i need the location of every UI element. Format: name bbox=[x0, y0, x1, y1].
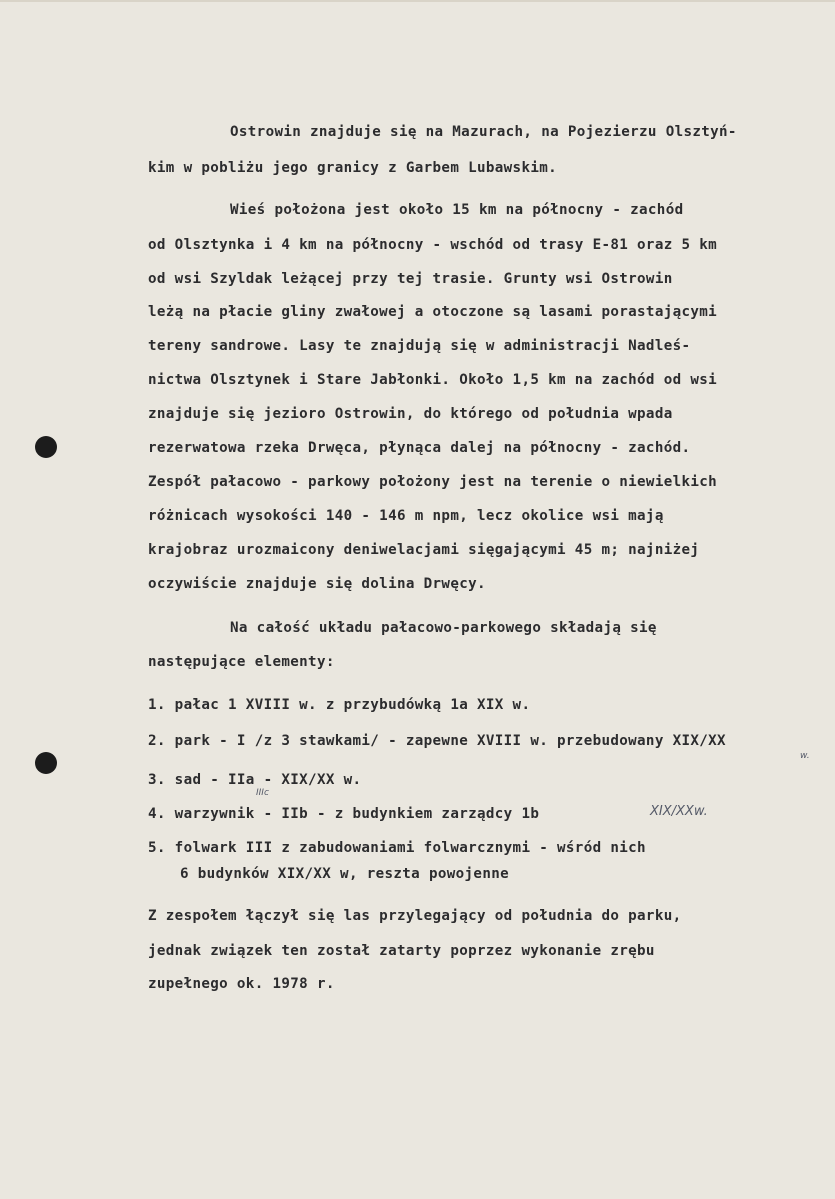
paragraph2-line: Wieś położona jest około 15 km na północny - zachód bbox=[230, 202, 684, 218]
page-edge-shadow bbox=[0, 0, 835, 2]
paragraph2-line: znajduje się jezioro Ostrowin, do którego od południa wpada bbox=[148, 406, 673, 422]
handwritten-note: w. bbox=[800, 751, 810, 761]
punch-hole-bottom bbox=[35, 752, 57, 774]
paragraph4-line: Z zespołem łączył się las przylegający od południa do parku, bbox=[148, 908, 682, 924]
list-item: 4. warzywnik - IIb - z budynkiem zarządcy 1b bbox=[148, 806, 540, 822]
list-item-continuation: 6 budynków XIX/XX w, reszta powojenne bbox=[180, 866, 509, 882]
paragraph3-line: następujące elementy: bbox=[148, 654, 335, 670]
list-item: 5. folwark III z zabudowaniami folwarcznymi - wśród nich bbox=[148, 840, 646, 856]
handwritten-note: XIX/XXw. bbox=[650, 804, 708, 819]
paragraph2-line: oczywiście znajduje się dolina Drwęcy. bbox=[148, 576, 486, 592]
paragraph1-line: Ostrowin znajduje się na Mazurach, na Pojezierzu Olsztyń- bbox=[230, 124, 737, 140]
paragraph2-line: nictwa Olsztynek i Stare Jabłonki. Około 1,5 km na zachód od wsi bbox=[148, 372, 718, 388]
paragraph2-line: od Olsztynka i 4 km na północny - wschód od trasy E-81 oraz 5 km bbox=[148, 237, 718, 253]
list-item: 3. sad - IIa - XIX/XX w. bbox=[148, 772, 362, 788]
paragraph4-line: jednak związek ten został zatarty poprzez wykonanie zrębu bbox=[148, 943, 655, 959]
paragraph2-line: Zespół pałacowo - parkowy położony jest na terenie o niewielkich bbox=[148, 474, 718, 490]
paragraph2-line: różnicach wysokości 140 - 146 m npm, lecz okolice wsi mają bbox=[148, 508, 664, 524]
punch-hole-top bbox=[35, 436, 57, 458]
paragraph2-line: od wsi Szyldak leżącej przy tej trasie. Grunty wsi Ostrowin bbox=[148, 271, 673, 287]
paragraph3-line: Na całość układu pałacowo-parkowego składają się bbox=[230, 620, 657, 636]
paragraph2-line: rezerwatowa rzeka Drwęca, płynąca dalej na północny - zachód. bbox=[148, 440, 691, 456]
paragraph2-line: leżą na płacie gliny zwałowej a otoczone są lasami porastającymi bbox=[148, 304, 718, 320]
handwritten-note: IIIc bbox=[256, 788, 269, 798]
paragraph2-line: krajobraz urozmaicony deniwelacjami sięgającymi 45 m; najniżej bbox=[148, 542, 700, 558]
list-item: 2. park - I /z 3 stawkami/ - zapewne XVIII w. przebudowany XIX/XX bbox=[148, 733, 726, 749]
paragraph4-line: zupełnego ok. 1978 r. bbox=[148, 976, 335, 992]
paragraph1-line: kim w pobliżu jego granicy z Garbem Lubawskim. bbox=[148, 160, 558, 176]
list-item: 1. pałac 1 XVIII w. z przybudówką 1a XIX w. bbox=[148, 697, 531, 713]
paragraph2-line: tereny sandrowe. Lasy te znajdują się w administracji Nadleś- bbox=[148, 338, 691, 354]
